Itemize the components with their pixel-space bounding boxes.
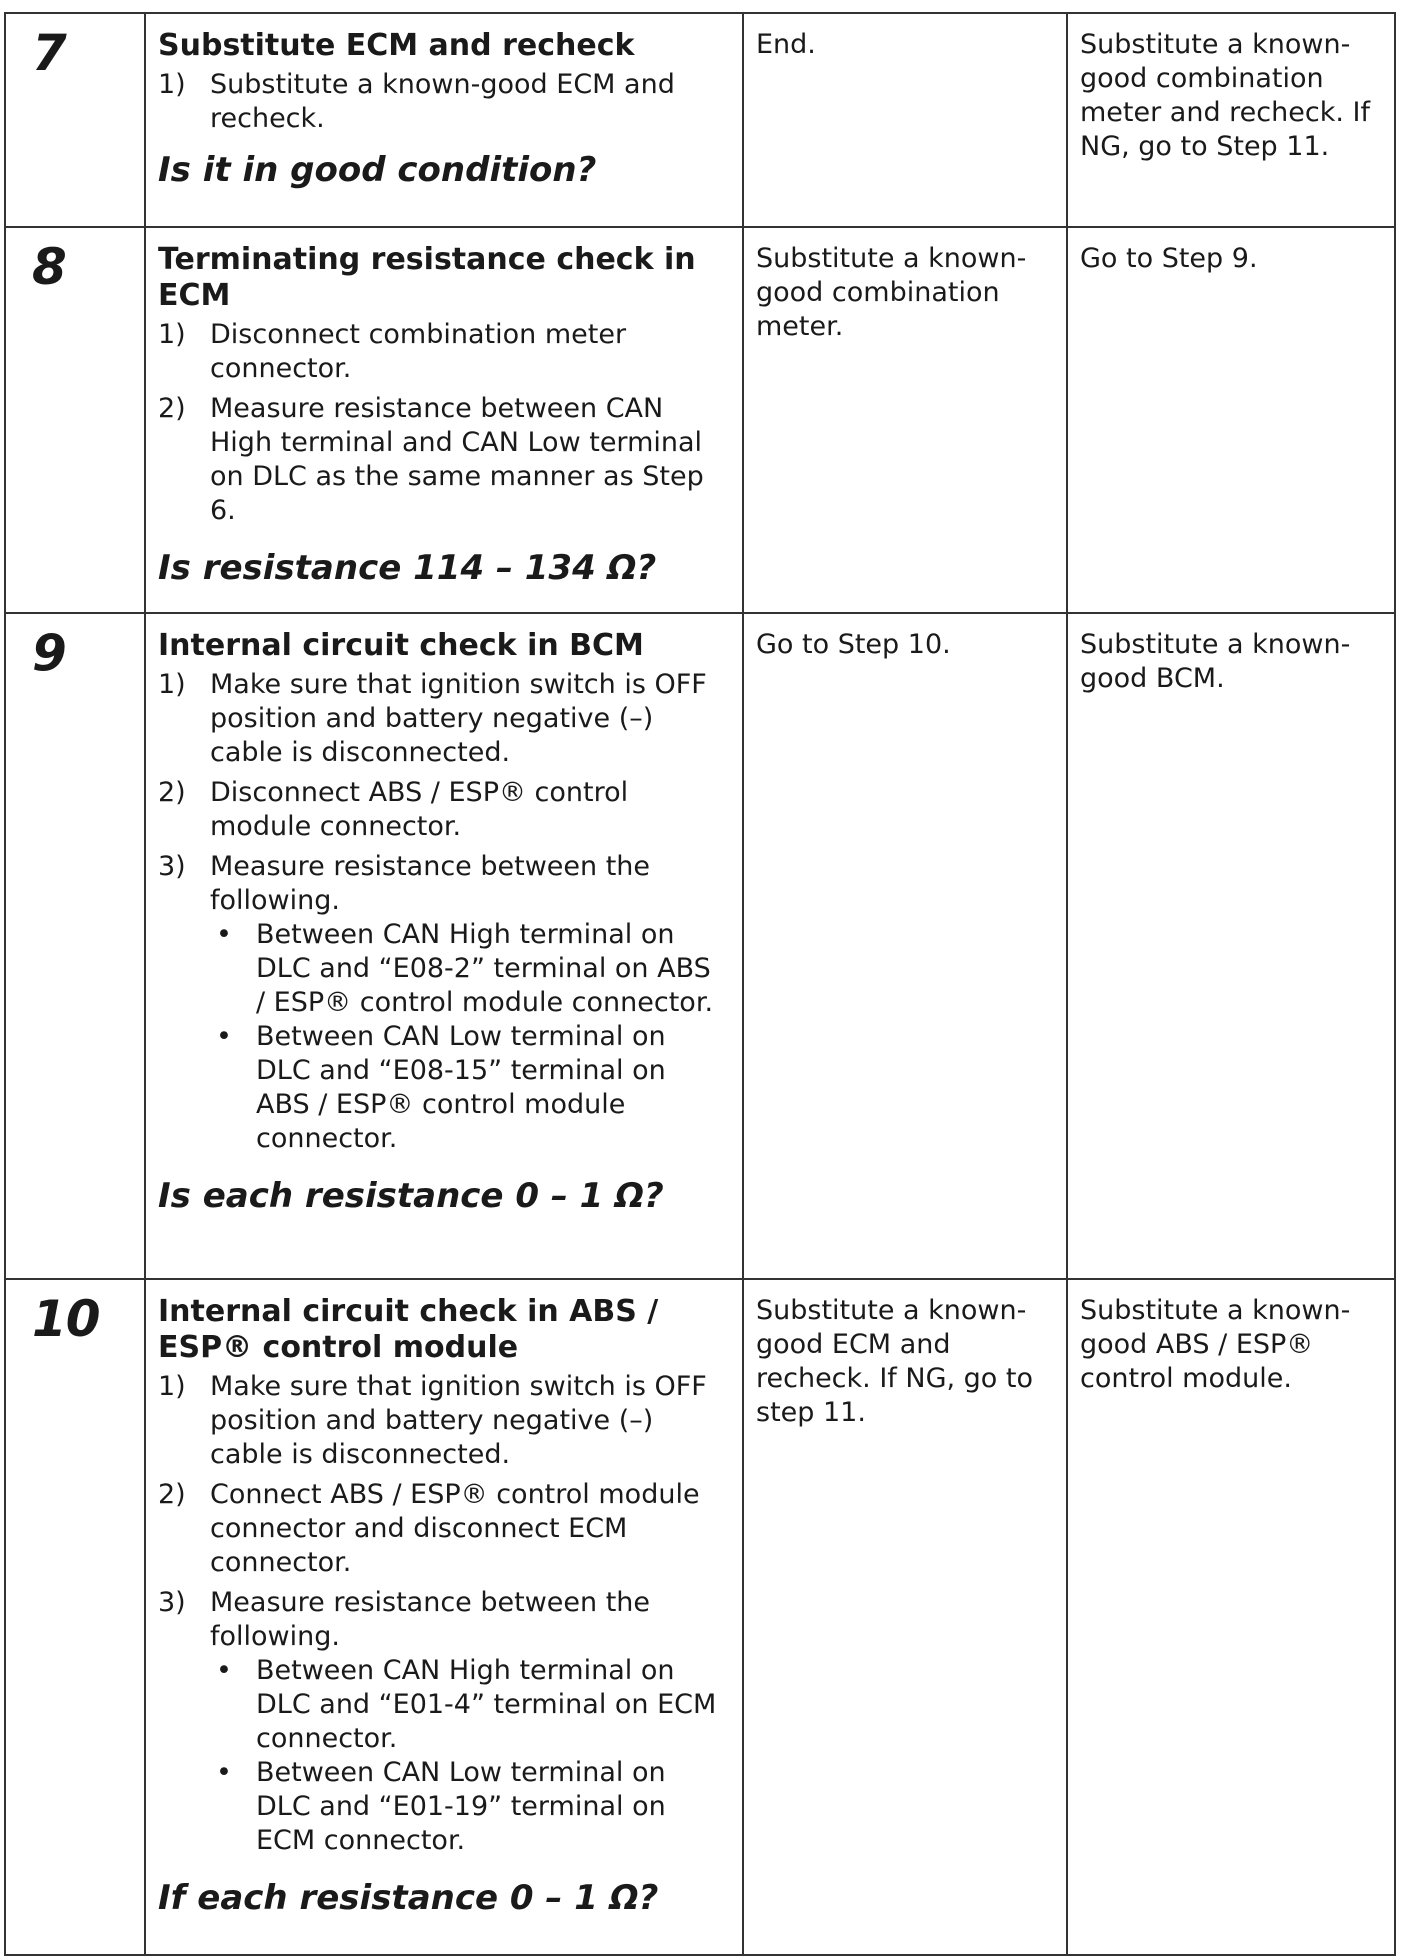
list-marker: 1) — [158, 319, 186, 350]
bullet-item — [216, 1020, 726, 1156]
bullet-item — [216, 1654, 726, 1756]
list-marker: 3) — [158, 851, 186, 882]
yes-result-cell — [743, 227, 1067, 613]
step-heading: Terminating resistance check in ECM — [158, 242, 696, 313]
list-marker: 3) — [158, 1587, 186, 1618]
troubleshooting-table — [4, 12, 1396, 1956]
list-marker: 2) — [158, 393, 186, 424]
list-item-text: Substitute a known-good ECM and recheck. — [210, 69, 675, 134]
bullet-list — [210, 1654, 726, 1858]
step-question: Is it in good condition? — [158, 150, 597, 190]
list-item-text: Disconnect combination meter connector. — [210, 319, 627, 384]
list-item-text: Make sure that ignition switch is OFF position and battery negative (–) cable is disconnected. — [210, 1371, 707, 1470]
step-heading: Substitute ECM and recheck — [158, 28, 635, 63]
list-marker: 1) — [158, 1371, 186, 1402]
no-result: Substitute a known-good ABS / ESP® control module. — [1080, 1295, 1351, 1394]
bullet-item — [216, 918, 726, 1020]
action-cell — [145, 227, 743, 613]
list-item — [158, 1586, 726, 1858]
table-row — [5, 1279, 1395, 1955]
list-marker: 2) — [158, 1479, 186, 1510]
bullet-marker: • — [216, 1655, 232, 1686]
step-number: 7 — [32, 24, 66, 82]
step-heading: Internal circuit check in ABS / ESP® control module — [158, 1294, 659, 1365]
no-result-cell — [1067, 1279, 1395, 1955]
list-item — [158, 776, 726, 844]
action-list — [158, 68, 726, 136]
action-cell — [145, 13, 743, 227]
step-number-cell — [5, 613, 145, 1279]
list-item-text: Make sure that ignition switch is OFF position and battery negative (–) cable is disconnected. — [210, 669, 707, 768]
yes-result: Substitute a known-good ECM and recheck. If NG, go to step 11. — [756, 1295, 1034, 1428]
list-item-text: Disconnect ABS / ESP® control module connector. — [210, 777, 629, 842]
yes-result: End. — [756, 29, 816, 60]
no-result: Substitute a known-good BCM. — [1080, 629, 1351, 694]
list-item — [158, 68, 726, 136]
table-row — [5, 13, 1395, 227]
bullet-item-text: Between CAN High terminal on DLC and “E01-4” terminal on ECM connector. — [256, 1655, 717, 1754]
no-result-cell — [1067, 613, 1395, 1279]
bullet-marker: • — [216, 1757, 232, 1788]
table-row — [5, 613, 1395, 1279]
list-marker: 1) — [158, 669, 186, 700]
step-number-cell — [5, 1279, 145, 1955]
step-number-cell — [5, 13, 145, 227]
table-row — [5, 227, 1395, 613]
list-item — [158, 1478, 726, 1580]
list-marker: 2) — [158, 777, 186, 808]
list-marker: 1) — [158, 69, 186, 100]
no-result: Substitute a known-good combination meter and recheck. If NG, go to Step 11. — [1080, 29, 1370, 162]
bullet-list — [210, 918, 726, 1156]
step-number: 9 — [32, 624, 66, 682]
step-number: 8 — [32, 238, 66, 296]
no-result: Go to Step 9. — [1080, 243, 1258, 274]
list-item — [158, 1370, 726, 1472]
step-question: Is resistance 114 – 134 Ω? — [158, 548, 657, 588]
bullet-item-text: Between CAN Low terminal on DLC and “E01-19” terminal on ECM connector. — [256, 1757, 666, 1856]
yes-result: Substitute a known-good combination meter. — [756, 243, 1027, 342]
action-list — [158, 318, 726, 528]
action-cell — [145, 1279, 743, 1955]
step-question: If each resistance 0 – 1 Ω? — [158, 1878, 659, 1918]
list-item-text: Measure resistance between CAN High terminal and CAN Low terminal on DLC as the same manner as Step 6. — [210, 393, 704, 526]
step-number-cell — [5, 227, 145, 613]
bullet-item-text: Between CAN Low terminal on DLC and “E08-15” terminal on ABS / ESP® control module connector. — [256, 1021, 666, 1154]
yes-result-cell — [743, 1279, 1067, 1955]
yes-result-cell — [743, 613, 1067, 1279]
step-question: Is each resistance 0 – 1 Ω? — [158, 1176, 664, 1216]
bullet-item — [216, 1756, 726, 1858]
list-item — [158, 318, 726, 386]
list-item-text: Connect ABS / ESP® control module connector and disconnect ECM connector. — [210, 1479, 700, 1578]
list-item — [158, 668, 726, 770]
step-number: 10 — [32, 1290, 100, 1348]
yes-result-cell — [743, 13, 1067, 227]
list-item-text: Measure resistance between the following. — [210, 1587, 651, 1652]
action-list — [158, 668, 726, 1156]
yes-result: Go to Step 10. — [756, 629, 951, 660]
no-result-cell — [1067, 227, 1395, 613]
action-cell — [145, 613, 743, 1279]
step-heading: Internal circuit check in BCM — [158, 628, 644, 663]
bullet-marker: • — [216, 919, 232, 950]
list-item — [158, 392, 726, 528]
bullet-item-text: Between CAN High terminal on DLC and “E08-2” terminal on ABS / ESP® control module connector. — [256, 919, 714, 1018]
no-result-cell — [1067, 13, 1395, 227]
list-item-text: Measure resistance between the following. — [210, 851, 651, 916]
bullet-marker: • — [216, 1021, 232, 1052]
list-item — [158, 850, 726, 1156]
action-list — [158, 1370, 726, 1858]
